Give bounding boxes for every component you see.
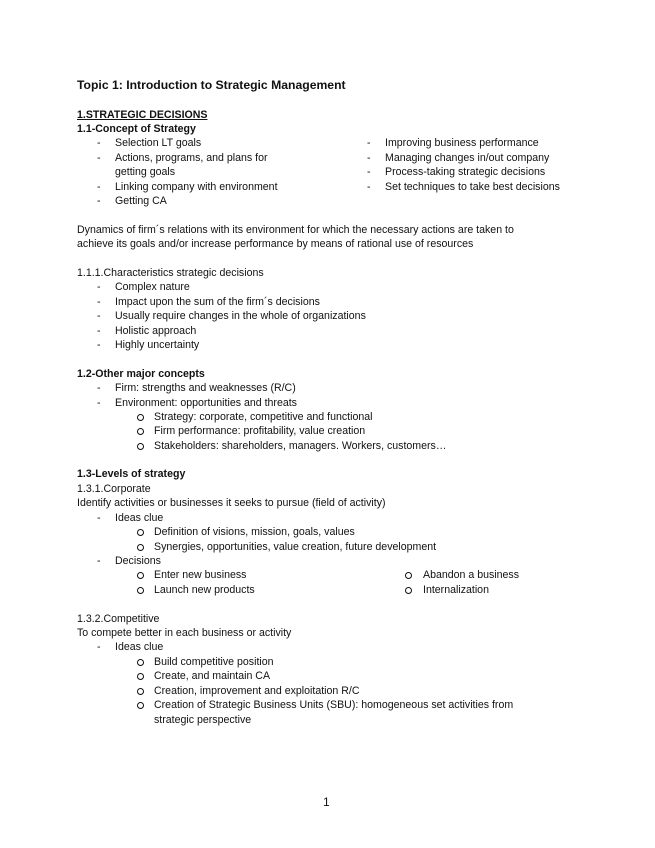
list-item: Linking company with environment xyxy=(115,181,278,193)
sub-list-item-continuation: strategic perspective xyxy=(154,714,252,726)
sub-list-item: Definition of visions, mission, goals, values xyxy=(154,526,355,538)
list-item: Managing changes in/out company xyxy=(385,152,550,164)
circle-bullet-icon xyxy=(137,544,144,551)
sub-list-item: Create, and maintain CA xyxy=(154,670,271,682)
list-item: Firm: strengths and weaknesses (R/C) xyxy=(115,382,296,394)
dash-bullet: - xyxy=(97,310,101,322)
paragraph-line: achieve its goals and/or increase performance by means of rational use of resources xyxy=(77,238,474,250)
list-item: Complex nature xyxy=(115,281,190,293)
dash-bullet: - xyxy=(97,325,101,337)
list-item: Improving business performance xyxy=(385,137,539,149)
list-item-continuation: getting goals xyxy=(115,166,176,178)
circle-bullet-icon xyxy=(137,673,144,680)
dash-bullet: - xyxy=(97,181,101,193)
circle-bullet-icon xyxy=(137,529,144,536)
list-item: Holistic approach xyxy=(115,325,197,337)
dash-bullet: - xyxy=(97,195,101,207)
list-item: Usually require changes in the whole of organizations xyxy=(115,310,366,322)
section-heading-strategic-decisions: 1.STRATEGIC DECISIONS xyxy=(77,109,208,121)
list-item: Highly uncertainty xyxy=(115,339,200,351)
list-item: Set techniques to take best decisions xyxy=(385,181,560,193)
list-item: Ideas clue xyxy=(115,512,164,524)
subsection-heading-levels: 1.3-Levels of strategy xyxy=(77,468,186,480)
paragraph-line: Identify activities or businesses it seeks to pursue (field of activity) xyxy=(77,497,386,509)
paragraph-line: To compete better in each business or activity xyxy=(77,627,292,639)
list-item: Getting CA xyxy=(115,195,167,207)
circle-bullet-icon xyxy=(137,443,144,450)
subsection-heading-competitive: 1.3.2.Competitive xyxy=(77,613,160,625)
list-item: Decisions xyxy=(115,555,161,567)
list-item: Selection LT goals xyxy=(115,137,202,149)
dash-bullet: - xyxy=(97,382,101,394)
sub-list-item: Synergies, opportunities, value creation, future development xyxy=(154,541,437,553)
dash-bullet: - xyxy=(97,152,101,164)
dash-bullet: - xyxy=(367,166,371,178)
circle-bullet-icon xyxy=(405,587,412,594)
circle-bullet-icon xyxy=(137,572,144,579)
list-item: Process-taking strategic decisions xyxy=(385,166,546,178)
subsection-heading-corporate: 1.3.1.Corporate xyxy=(77,483,151,495)
circle-bullet-icon xyxy=(137,702,144,709)
paragraph-line: Dynamics of firm´s relations with its environment for which the necessary actions are taken to xyxy=(77,224,514,236)
sub-list-item: Strategy: corporate, competitive and functional xyxy=(154,411,373,423)
sub-list-item: Abandon a business xyxy=(423,569,520,581)
sub-list-item: Internalization xyxy=(423,584,489,596)
list-item: Ideas clue xyxy=(115,641,164,653)
dash-bullet: - xyxy=(97,641,101,653)
dash-bullet: - xyxy=(97,397,101,409)
page-number: 1 xyxy=(323,795,330,809)
dash-bullet: - xyxy=(367,152,371,164)
sub-list-item: Stakeholders: shareholders, managers. Workers, customers… xyxy=(154,440,447,452)
sub-list-item: Creation of Strategic Business Units (SBU): homogeneous set activities from xyxy=(154,699,514,711)
dash-bullet: - xyxy=(367,181,371,193)
page-title: Topic 1: Introduction to Strategic Management xyxy=(77,78,346,92)
dash-bullet: - xyxy=(97,512,101,524)
dash-bullet: - xyxy=(97,555,101,567)
dash-bullet: - xyxy=(97,281,101,293)
subsection-heading-concept: 1.1-Concept of Strategy xyxy=(77,123,196,135)
subsection-heading-characteristics: 1.1.1.Characteristics strategic decisions xyxy=(77,267,264,279)
circle-bullet-icon xyxy=(137,414,144,421)
list-item: Impact upon the sum of the firm´s decisions xyxy=(115,296,320,308)
dash-bullet: - xyxy=(97,296,101,308)
dash-bullet: - xyxy=(97,137,101,149)
sub-list-item: Build competitive position xyxy=(154,656,274,668)
circle-bullet-icon xyxy=(137,587,144,594)
list-item: Actions, programs, and plans for xyxy=(115,152,268,164)
dash-bullet: - xyxy=(97,339,101,351)
circle-bullet-icon xyxy=(137,688,144,695)
sub-list-item: Creation, improvement and exploitation R/C xyxy=(154,685,360,697)
sub-list-item: Launch new products xyxy=(154,584,255,596)
circle-bullet-icon xyxy=(137,428,144,435)
list-item: Environment: opportunities and threats xyxy=(115,397,297,409)
dash-bullet: - xyxy=(367,137,371,149)
circle-bullet-icon xyxy=(405,572,412,579)
circle-bullet-icon xyxy=(137,659,144,666)
subsection-heading-other-concepts: 1.2-Other major concepts xyxy=(77,368,205,380)
sub-list-item: Firm performance: profitability, value creation xyxy=(154,425,366,437)
sub-list-item: Enter new business xyxy=(154,569,247,581)
